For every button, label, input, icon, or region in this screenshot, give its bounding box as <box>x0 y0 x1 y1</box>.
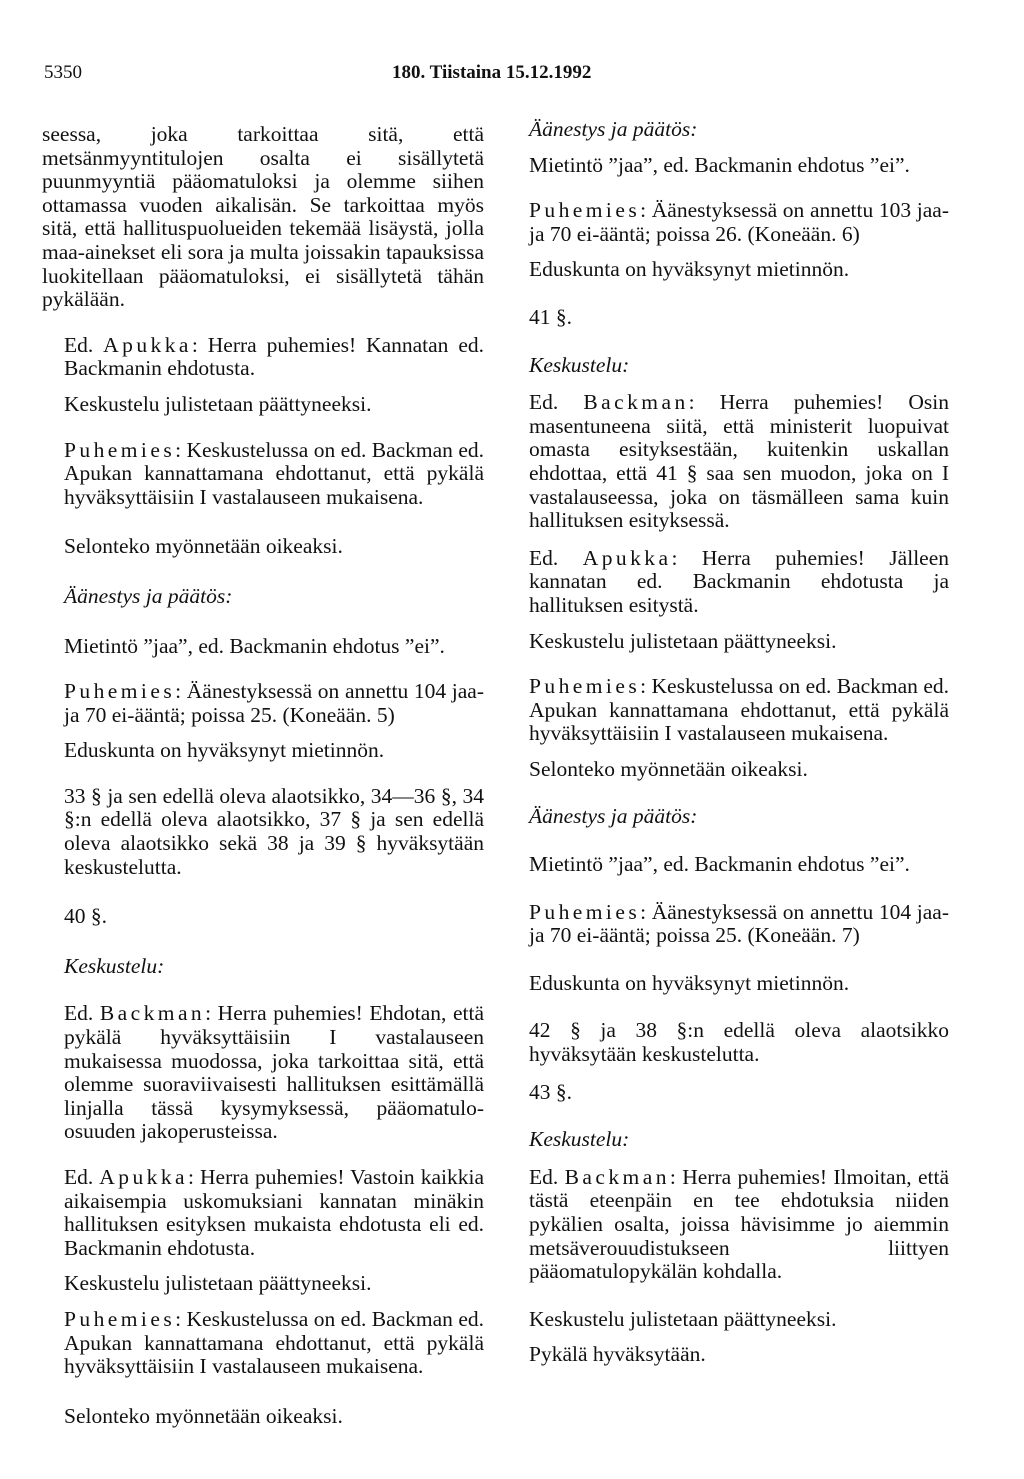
speech-backman: Ed. Backman: Herra puhemies! Osin masentuneena siitä, että ministerit luopuivat omasta esityksestään, kuitenkin uskallan ehdottaa, että 41 § saa sen muodon, joka on I vastalauseessa, joka on täsmälleen sama kuin hallituksen esityksessä. <box>529 390 949 533</box>
decision: Eduskunta on hyväksynyt mietinnön. <box>64 738 385 763</box>
vote-heading: Äänestys ja päätös: <box>529 117 698 141</box>
speaker-name: Apukka <box>103 332 192 357</box>
sections-approved: 33 § ja sen edellä oleva alaotsikko, 34—36 §, 34 §:n edellä oleva alaotsikko, 37 § ja sen edellä oleva alaotsikko sekä 38 ja 39 § hyväksytään keskustelutta. <box>64 783 484 879</box>
speech-apukka: Ed. Apukka: Herra puhemies! Jälleen kannatan ed. Backmanin ehdotusta ja hallituksen esitystä. <box>529 545 950 617</box>
speech-apukka: Ed. Apukka: Herra puhemies! Vastoin kaikkia aikaisempia uskomuksiani kannatan minäkin hallituksen esityksen mukaista ehdotusta eli ed. Backmanin ehdotusta. <box>64 1165 484 1260</box>
decision: Eduskunta on hyväksynyt mietinnön. <box>529 257 850 282</box>
vote-description: Mietintö ”jaa”, ed. Backmanin ehdotus ”ei”. <box>529 852 910 877</box>
discussion-heading: Keskustelu: <box>529 352 630 377</box>
page-title: 180. Tiistaina 15.12.1992 <box>392 62 592 83</box>
decision: Eduskunta on hyväksynyt mietinnön. <box>529 970 850 995</box>
paragraph-continuation: seessa, joka tarkoittaa sitä, että metsänmyyntitulojen osalta ei sisällytetä puunmyyntiä pääomatuloksi ja olemme siihen ottamassa vuoden aikalisän. Se tarkoittaa myös sitä, että hallituspuolueiden tekemää lisäystä, jolla maa-ainekset eli sora ja multa joissakin tapauksissa luokitellaan pääomatuloksi, ei sisällytetä tähän pykälään. <box>42 122 484 312</box>
speech-speaker: Puhemies: Keskustelussa on ed. Backman ed. Apukan kannattamana ehdottanut, että pykälä hyväksyttäisiin I vastalauseen mukaisena. <box>64 1306 484 1379</box>
speaker-name: Puhemies <box>529 674 641 699</box>
vote-result: Puhemies: Äänestyksessä on annettu 104 jaa- ja 70 ei-ääntä; poissa 25. (Koneään. 7) <box>529 899 949 948</box>
discussion-closed: Keskustelu julistetaan päättyneeksi. <box>64 391 372 416</box>
report-approved: Selonteko myönnetään oikeaksi. <box>64 534 343 559</box>
discussion-heading: Keskustelu: <box>64 953 165 978</box>
speech-speaker: Puhemies: Keskustelussa on ed. Backman ed. Apukan kannattamana ehdottanut, että pykälä hyväksyttäisiin I vastalauseen mukaisena. <box>64 437 484 509</box>
vote-heading: Äänestys ja päätös: <box>64 583 233 608</box>
speech-backman: Ed. Backman: Herra puhemies! Ehdotan, että pykälä hyväksyttäisiin I vastalauseen mukaisessa muodossa, joka tarkoittaa sitä, että olemme suoraviivaisesti hallituksen esittämällä linjalla tässä kysymyksessä, pääomatulo-osuuden jakoperusteissa. <box>64 1001 484 1144</box>
vote-result: Puhemies: Äänestyksessä on annettu 103 jaa- ja 70 ei-ääntä; poissa 26. (Koneään. 6) <box>529 198 949 246</box>
section-heading: 41 §. <box>529 304 572 329</box>
speaker-name: Apukka <box>582 545 672 570</box>
speaker-name: Backman <box>564 1164 670 1189</box>
discussion-closed: Keskustelu julistetaan päättyneeksi. <box>529 1306 837 1331</box>
speech-speaker: Puhemies: Keskustelussa on ed. Backman ed. Apukan kannattamana ehdottanut, että pykälä hyväksyttäisiin I vastalauseen mukaisena. <box>529 674 949 746</box>
vote-description: Mietintö ”jaa”, ed. Backmanin ehdotus ”ei”. <box>64 633 445 658</box>
discussion-heading: Keskustelu: <box>529 1127 630 1152</box>
speaker-name: Puhemies <box>64 1306 176 1331</box>
speaker-name: Puhemies <box>64 437 176 462</box>
section-heading: 40 §. <box>64 904 107 929</box>
discussion-closed: Keskustelu julistetaan päättyneeksi. <box>64 1271 372 1296</box>
left-column <box>42 118 484 1428</box>
speaker-name: Backman <box>583 390 689 415</box>
vote-heading: Äänestys ja päätös: <box>529 804 698 829</box>
section-approved: Pykälä hyväksytään. <box>529 1342 706 1367</box>
report-approved: Selonteko myönnetään oikeaksi. <box>64 1403 343 1428</box>
speech-backman: Ed. Backman: Herra puhemies! Ilmoitan, että tästä eteenpäin en tee ehdotuksia niiden pykälien osalta, joissa hävisimme jo aiemmin metsäverouudistukseen liittyen pääomatulopykälän kohdalla. <box>529 1164 949 1284</box>
right-column <box>507 118 949 1367</box>
speech-apukka: Ed. Apukka: Herra puhemies! Kannatan ed. Backmanin ehdotusta. <box>64 332 485 381</box>
report-approved: Selonteko myönnetään oikeaksi. <box>529 756 808 781</box>
discussion-closed: Keskustelu julistetaan päättyneeksi. <box>529 628 837 653</box>
speaker-name: Backman <box>99 1001 206 1026</box>
speaker-name: Puhemies <box>529 198 641 223</box>
speaker-name: Puhemies <box>529 899 641 924</box>
speaker-name: Apukka <box>99 1165 189 1189</box>
vote-description: Mietintö ”jaa”, ed. Backmanin ehdotus ”ei”. <box>529 152 910 177</box>
page-number: 5350 <box>44 62 82 83</box>
vote-result: Puhemies: Äänestyksessä on annettu 104 jaa- ja 70 ei-ääntä; poissa 25. (Koneään. 5) <box>64 679 484 727</box>
section-heading: 43 §. <box>529 1079 572 1104</box>
sections-approved: 42 § ja 38 §:n edellä oleva alaotsikko hyväksytään keskustelutta. <box>529 1018 949 1067</box>
speaker-name: Puhemies <box>64 679 176 704</box>
